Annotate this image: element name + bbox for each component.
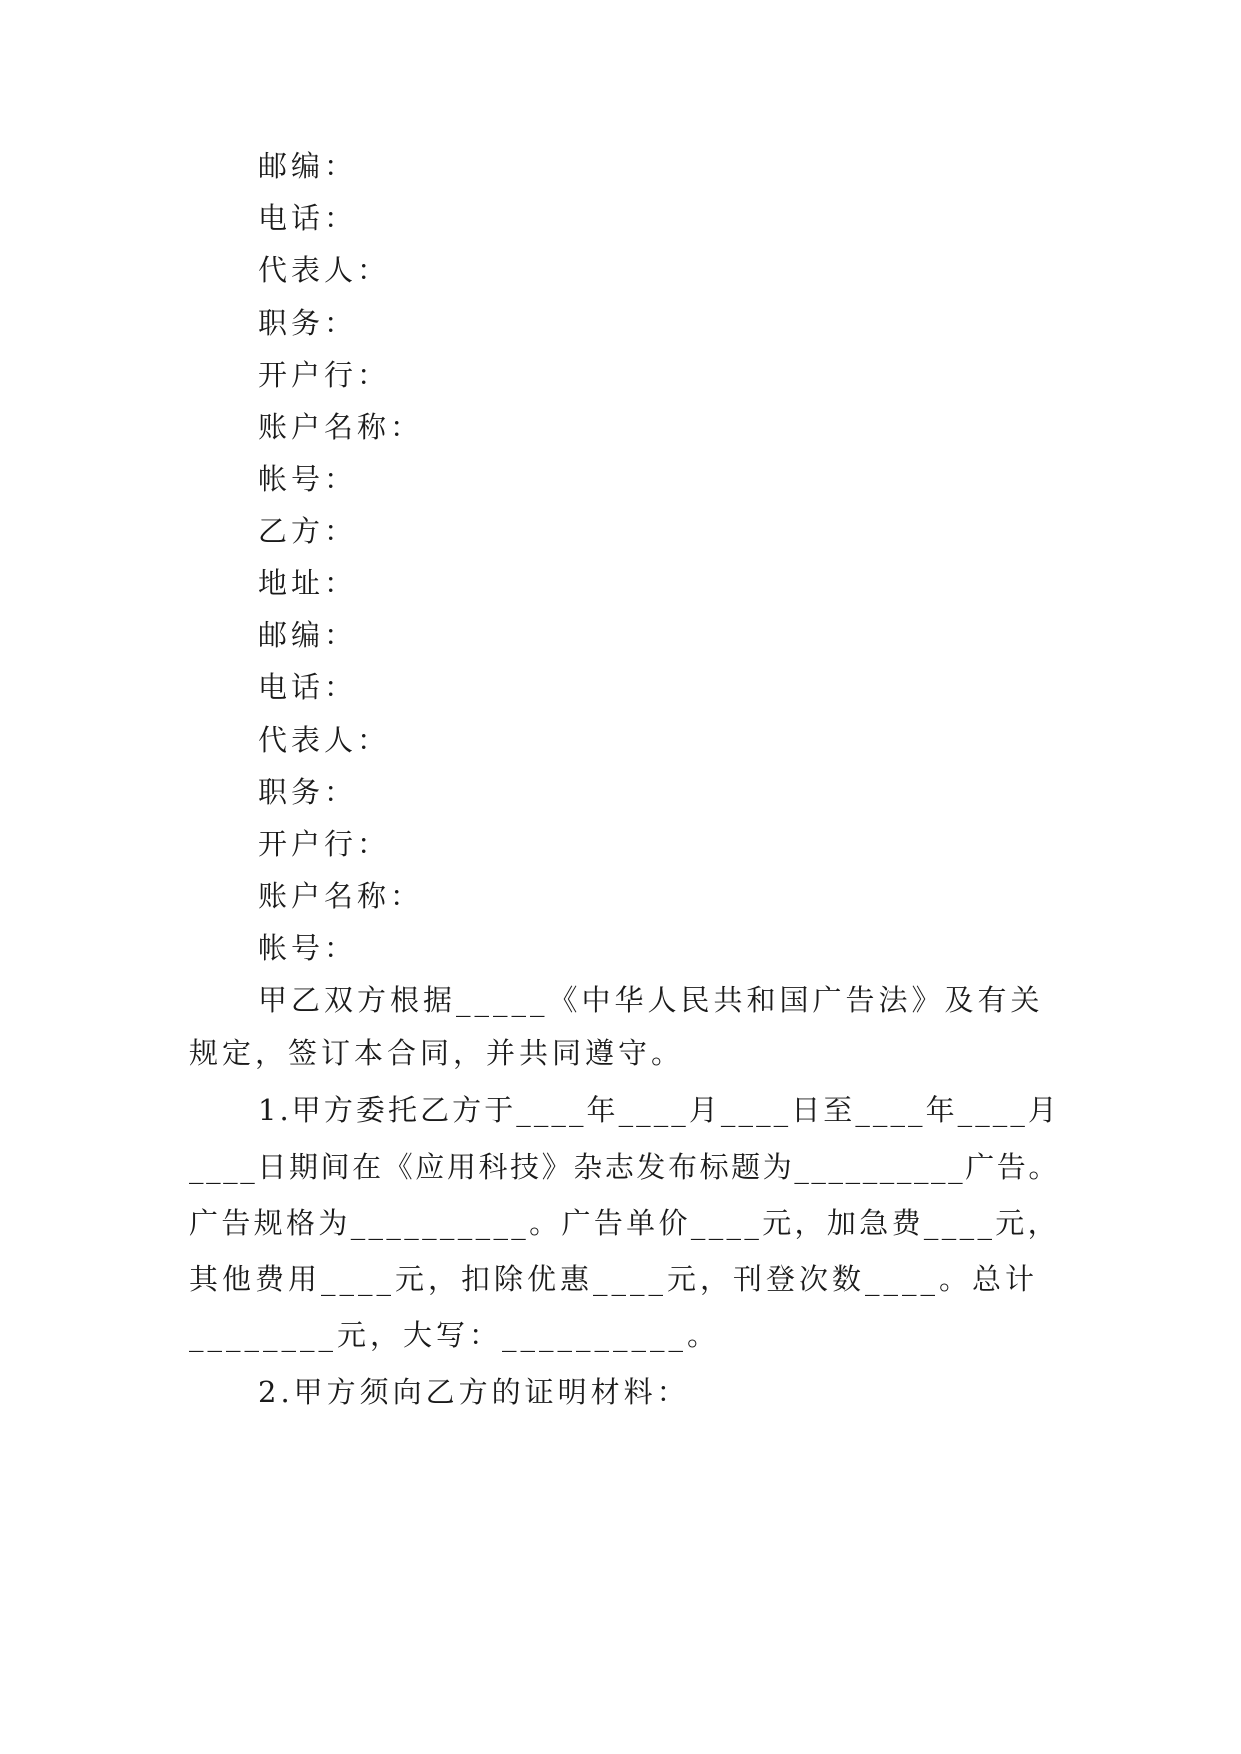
clause1-line-1: 1.甲方委托乙方于____年____月____日至____年____月 [258, 1093, 1060, 1127]
clause1-line-3: 广告规格为__________。广告单价____元，加急费____元， [189, 1206, 1060, 1240]
field-account-number-b: 帐号： [258, 931, 358, 965]
field-phone-b: 电话： [258, 670, 358, 704]
field-postcode-b: 邮编： [258, 618, 358, 652]
clause1-line-5: ________元，大写：__________。 [189, 1318, 721, 1352]
intro-line-2: 规定，签订本合同，并共同遵守。 [189, 1036, 685, 1070]
party-b-label: 乙方： [258, 514, 358, 548]
field-bank-b: 开户行： [258, 827, 391, 861]
field-bank-a: 开户行： [258, 358, 391, 392]
field-representative-b: 代表人： [258, 723, 391, 757]
clause1-line-2: ____日期间在《应用科技》杂志发布标题为__________广告。 [189, 1150, 1060, 1184]
field-phone-a: 电话： [258, 201, 358, 235]
field-account-number-a: 帐号： [258, 462, 358, 496]
field-position-b: 职务： [258, 775, 358, 809]
field-address-b: 地址： [258, 566, 358, 600]
clause1-line-4: 其他费用____元，扣除优惠____元，刊登次数____。总计 [189, 1262, 1039, 1296]
intro-line-1: 甲乙双方根据_____《中华人民共和国广告法》及有关 [258, 983, 1044, 1017]
field-account-name-b: 账户名称： [258, 879, 424, 913]
field-postcode-a: 邮编： [258, 149, 358, 183]
field-account-name-a: 账户名称： [258, 410, 424, 444]
clause2-line-1: 2.甲方须向乙方的证明材料： [258, 1375, 690, 1409]
field-representative-a: 代表人： [258, 253, 391, 287]
field-position-a: 职务： [258, 306, 358, 340]
